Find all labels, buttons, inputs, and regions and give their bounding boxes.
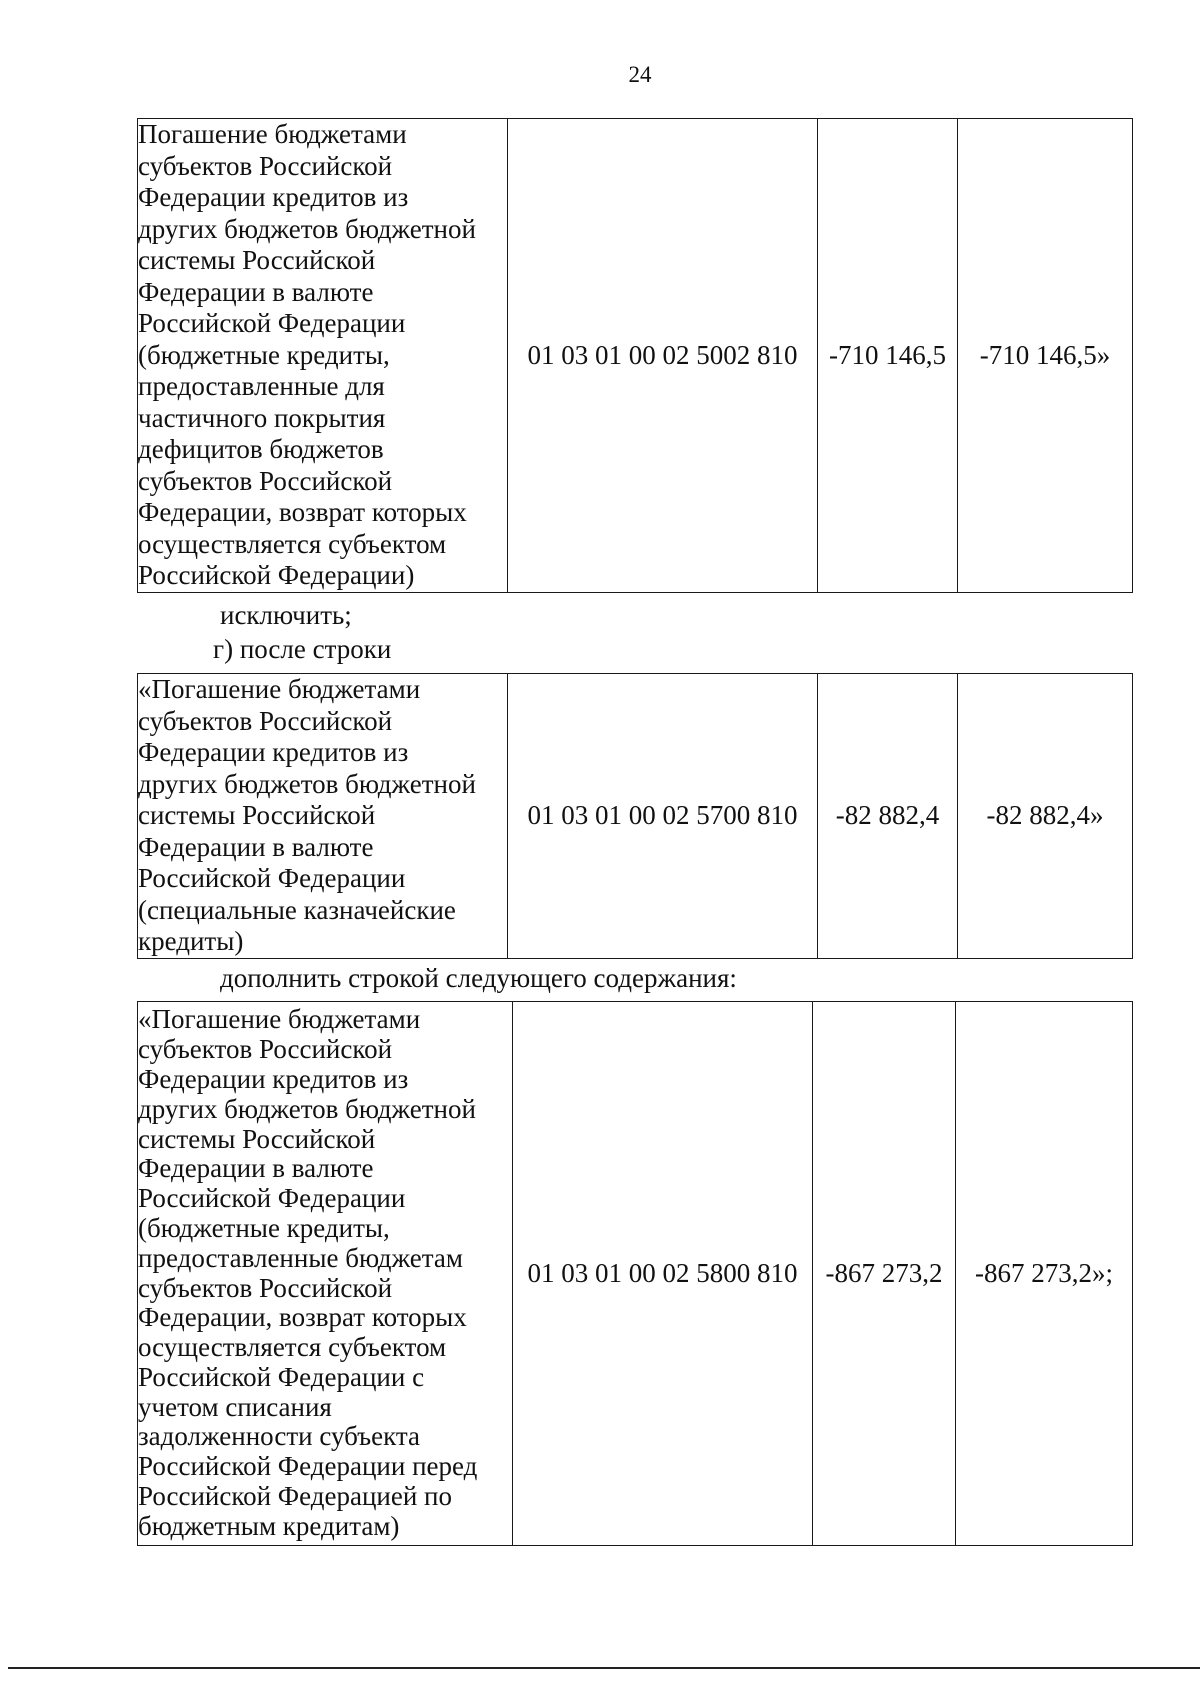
description-line: субъектов Российской [138, 1272, 393, 1303]
description-line: субъектов Российской [138, 705, 393, 736]
amount-value-1: -710 146,5 [818, 119, 958, 593]
description-line: Федерации кредитов из [138, 182, 409, 213]
description-line: Федерации в валюте [138, 831, 374, 862]
description-line: Российской Федерации [138, 863, 406, 893]
description-line: (бюджетные кредиты, [138, 339, 390, 370]
description-line: Федерации, возврат которых [138, 497, 467, 528]
paragraph-exclude: исключить; [220, 600, 352, 630]
description-line: субъектов Российской [138, 1034, 393, 1065]
description-line: «Погашение бюджетами [138, 674, 421, 704]
description-line: Федерации кредитов из [138, 737, 409, 767]
budget-table-2 [137, 673, 1133, 959]
description-line: бюджетным кредитам) [138, 1510, 400, 1541]
description-line: Федерации в валюте [138, 276, 374, 307]
description-line: учетом списания [138, 1391, 332, 1422]
description-line: кредиты) [138, 926, 244, 956]
description-line: Федерации кредитов из [138, 1063, 409, 1094]
description-line: Федерации, возврат которых [138, 1302, 467, 1333]
description-line: дефицитов бюджетов [138, 434, 384, 465]
amount-value-1: -867 273,2 [813, 1002, 956, 1546]
description-line: других бюджетов бюджетной [138, 1093, 476, 1124]
budget-code: 01 03 01 00 02 5002 810 [508, 119, 818, 593]
description-line: субъектов Российской [138, 150, 393, 181]
description-line: Российской Федерации [138, 1183, 406, 1214]
row-description [138, 1002, 513, 1546]
description-line: Российской Федерацией по [138, 1481, 453, 1512]
amount-value-2: -82 882,4» [958, 674, 1133, 959]
amount-value-1: -82 882,4 [818, 674, 958, 959]
budget-code: 01 03 01 00 02 5800 810 [513, 1002, 813, 1546]
description-line: (бюджетные кредиты, [138, 1212, 390, 1243]
row-description [138, 119, 508, 593]
description-line: задолженности субъекта [138, 1421, 420, 1452]
paragraph-after-line: г) после строки [213, 634, 392, 664]
amount-value-2: -867 273,2»; [956, 1002, 1133, 1546]
description-line: Погашение бюджетами [138, 119, 407, 150]
table-row [138, 674, 1133, 959]
description-line: других бюджетов бюджетной [138, 213, 476, 244]
description-line: Российской Федерации [138, 308, 406, 339]
description-line: системы Российской [138, 245, 376, 276]
table-row [138, 1002, 1133, 1546]
description-line: Российской Федерации с [138, 1361, 425, 1392]
paragraph-add-line: дополнить строкой следующего содержания: [220, 963, 737, 993]
description-line: осуществляется субъектом [138, 528, 447, 559]
description-line: Федерации в валюте [138, 1153, 374, 1184]
budget-table-1 [137, 118, 1133, 593]
description-line: системы Российской [138, 800, 376, 830]
row-description [138, 674, 508, 959]
table-row [138, 119, 1133, 593]
description-line: «Погашение бюджетами [138, 1004, 421, 1035]
description-line: предоставленные для [138, 371, 385, 402]
description-line: Российской Федерации перед [138, 1451, 478, 1482]
amount-value-2: -710 146,5» [958, 119, 1133, 593]
description-line: осуществляется субъектом [138, 1332, 447, 1363]
description-line: частичного покрытия [138, 402, 386, 433]
description-line: других бюджетов бюджетной [138, 768, 476, 799]
description-line: предоставленные бюджетам [138, 1242, 463, 1273]
bottom-rule [8, 1667, 1200, 1669]
description-line: системы Российской [138, 1123, 376, 1154]
description-line: Российской Федерации) [138, 560, 415, 591]
page-number: 24 [628, 62, 652, 87]
description-line: субъектов Российской [138, 465, 393, 496]
budget-table-3 [137, 1001, 1133, 1546]
budget-code: 01 03 01 00 02 5700 810 [508, 674, 818, 959]
description-line: (специальные казначейские [138, 894, 456, 925]
